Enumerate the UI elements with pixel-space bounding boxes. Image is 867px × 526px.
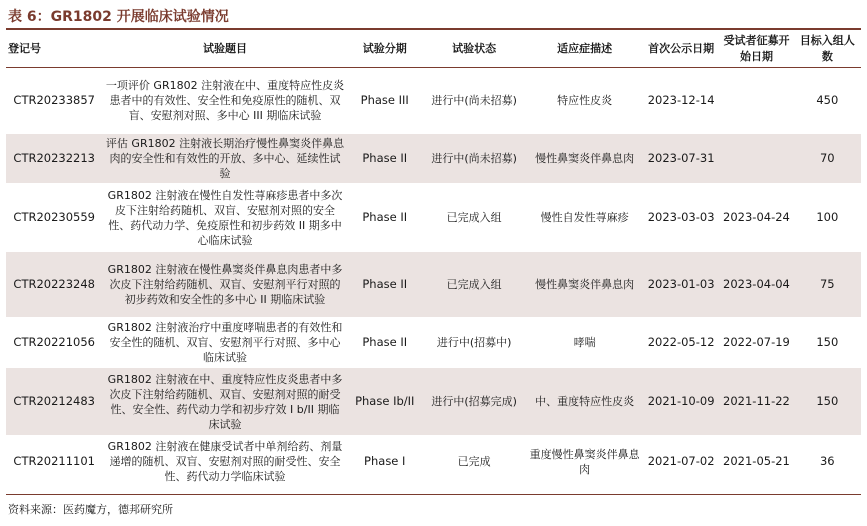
cell-reg-no: CTR20212483	[6, 368, 102, 436]
title-rule	[6, 28, 861, 30]
cell-indication: 中、重度特应性皮炎	[526, 368, 643, 436]
cell-indication: 哮喘	[526, 318, 643, 368]
header-reg-no: 登记号	[6, 31, 102, 68]
cell-trial-title: GR1802 注射液在慢性自发性荨麻疹患者中多次皮下注射给药随机、双盲、安慰剂对照的安全性、药代动力学、免疫原性和初步药效 II 期多中心临床试验	[102, 184, 347, 252]
cell-target-n: 450	[794, 68, 861, 134]
header-target-n: 目标入组人数	[794, 31, 861, 68]
table-row	[6, 134, 861, 184]
table-row	[6, 436, 861, 488]
cell-indication: 慢性自发性荨麻疹	[526, 184, 643, 252]
cell-phase: Phase Ib/II	[348, 368, 422, 436]
table-row	[6, 68, 861, 134]
header-status: 试验状态	[422, 31, 526, 68]
header-indication: 适应症描述	[526, 31, 643, 68]
source-note: 资料来源：医药魔方，德邦研究所	[8, 503, 173, 516]
cell-trial-title: 评估 GR1802 注射液长期治疗慢性鼻窦炎伴鼻息肉的安全性和有效性的开放、多中心、延续性试验	[102, 134, 347, 184]
header-row	[6, 31, 861, 68]
table-row	[6, 252, 861, 318]
cell-first-pub: 2023-12-14	[643, 68, 719, 134]
cell-status: 已完成入组	[422, 184, 526, 252]
cell-reg-no: CTR20211101	[6, 436, 102, 488]
cell-indication: 特应性皮炎	[526, 68, 643, 134]
cell-target-n: 100	[794, 184, 861, 252]
cell-phase: Phase II	[348, 134, 422, 184]
cell-first-pub: 2023-01-03	[643, 252, 719, 318]
clinical-trials-table	[6, 31, 861, 488]
cell-target-n: 150	[794, 318, 861, 368]
cell-status: 进行中(尚未招募)	[422, 134, 526, 184]
cell-first-enroll: 2021-05-21	[719, 436, 793, 488]
cell-indication: 慢性鼻窦炎伴鼻息肉	[526, 134, 643, 184]
header-first-enroll: 受试者征募开始日期	[719, 31, 793, 68]
cell-reg-no: CTR20230559	[6, 184, 102, 252]
cell-phase: Phase III	[348, 68, 422, 134]
table-row	[6, 184, 861, 252]
cell-phase: Phase II	[348, 252, 422, 318]
cell-status: 进行中(招募中)	[422, 318, 526, 368]
cell-phase: Phase II	[348, 184, 422, 252]
cell-trial-title: GR1802 注射液在健康受试者中单剂给药、剂量递增的随机、双盲、安慰剂对照的耐受性、安全性、药代动力学临床试验	[102, 436, 347, 488]
cell-first-enroll	[719, 134, 793, 184]
cell-trial-title: GR1802 注射液在慢性鼻窦炎伴鼻息肉患者中多次皮下注射给药随机、双盲、安慰剂平行对照的初步药效和安全性的多中心 II 期临床试验	[102, 252, 347, 318]
cell-target-n: 70	[794, 134, 861, 184]
cell-target-n: 36	[794, 436, 861, 488]
cell-indication: 慢性鼻窦炎伴鼻息肉	[526, 252, 643, 318]
cell-phase: Phase II	[348, 318, 422, 368]
cell-reg-no: CTR20233857	[6, 68, 102, 134]
cell-status: 已完成入组	[422, 252, 526, 318]
cell-first-pub: 2023-07-31	[643, 134, 719, 184]
cell-status: 进行中(尚未招募)	[422, 68, 526, 134]
cell-first-enroll: 2023-04-24	[719, 184, 793, 252]
cell-status: 已完成	[422, 436, 526, 488]
cell-trial-title: GR1802 注射液治疗中重度哮喘患者的有效性和安全性的随机、双盲、安慰剂平行对照、多中心临床试验	[102, 318, 347, 368]
cell-first-enroll: 2021-11-22	[719, 368, 793, 436]
cell-reg-no: CTR20232213	[6, 134, 102, 184]
cell-first-enroll	[719, 68, 793, 134]
bottom-rule	[6, 494, 861, 495]
cell-first-pub: 2021-07-02	[643, 436, 719, 488]
cell-phase: Phase I	[348, 436, 422, 488]
cell-trial-title: GR1802 注射液在中、重度特应性皮炎患者中多次皮下注射给药随机、双盲、安慰剂对照的耐受性、安全性、药代动力学和初步疗效 I b/II 期临床试验	[102, 368, 347, 436]
cell-first-enroll: 2023-04-04	[719, 252, 793, 318]
cell-target-n: 150	[794, 368, 861, 436]
header-phase: 试验分期	[348, 31, 422, 68]
cell-indication: 重度慢性鼻窦炎伴鼻息肉	[526, 436, 643, 488]
table-row	[6, 318, 861, 368]
cell-first-pub: 2023-03-03	[643, 184, 719, 252]
cell-status: 进行中(招募完成)	[422, 368, 526, 436]
header-first-pub: 首次公示日期	[643, 31, 719, 68]
cell-reg-no: CTR20221056	[6, 318, 102, 368]
cell-first-enroll: 2022-07-19	[719, 318, 793, 368]
table-title: 表 6：GR1802 开展临床试验情况	[8, 9, 229, 25]
cell-trial-title: 一项评价 GR1802 注射液在中、重度特应性皮炎患者中的有效性、安全性和免疫原性的随机、双盲、安慰剂对照、多中心 III 期临床试验	[102, 68, 347, 134]
table-row	[6, 368, 861, 436]
cell-first-pub: 2022-05-12	[643, 318, 719, 368]
cell-first-pub: 2021-10-09	[643, 368, 719, 436]
cell-reg-no: CTR20223248	[6, 252, 102, 318]
cell-target-n: 75	[794, 252, 861, 318]
header-trial-title: 试验题目	[102, 31, 347, 68]
